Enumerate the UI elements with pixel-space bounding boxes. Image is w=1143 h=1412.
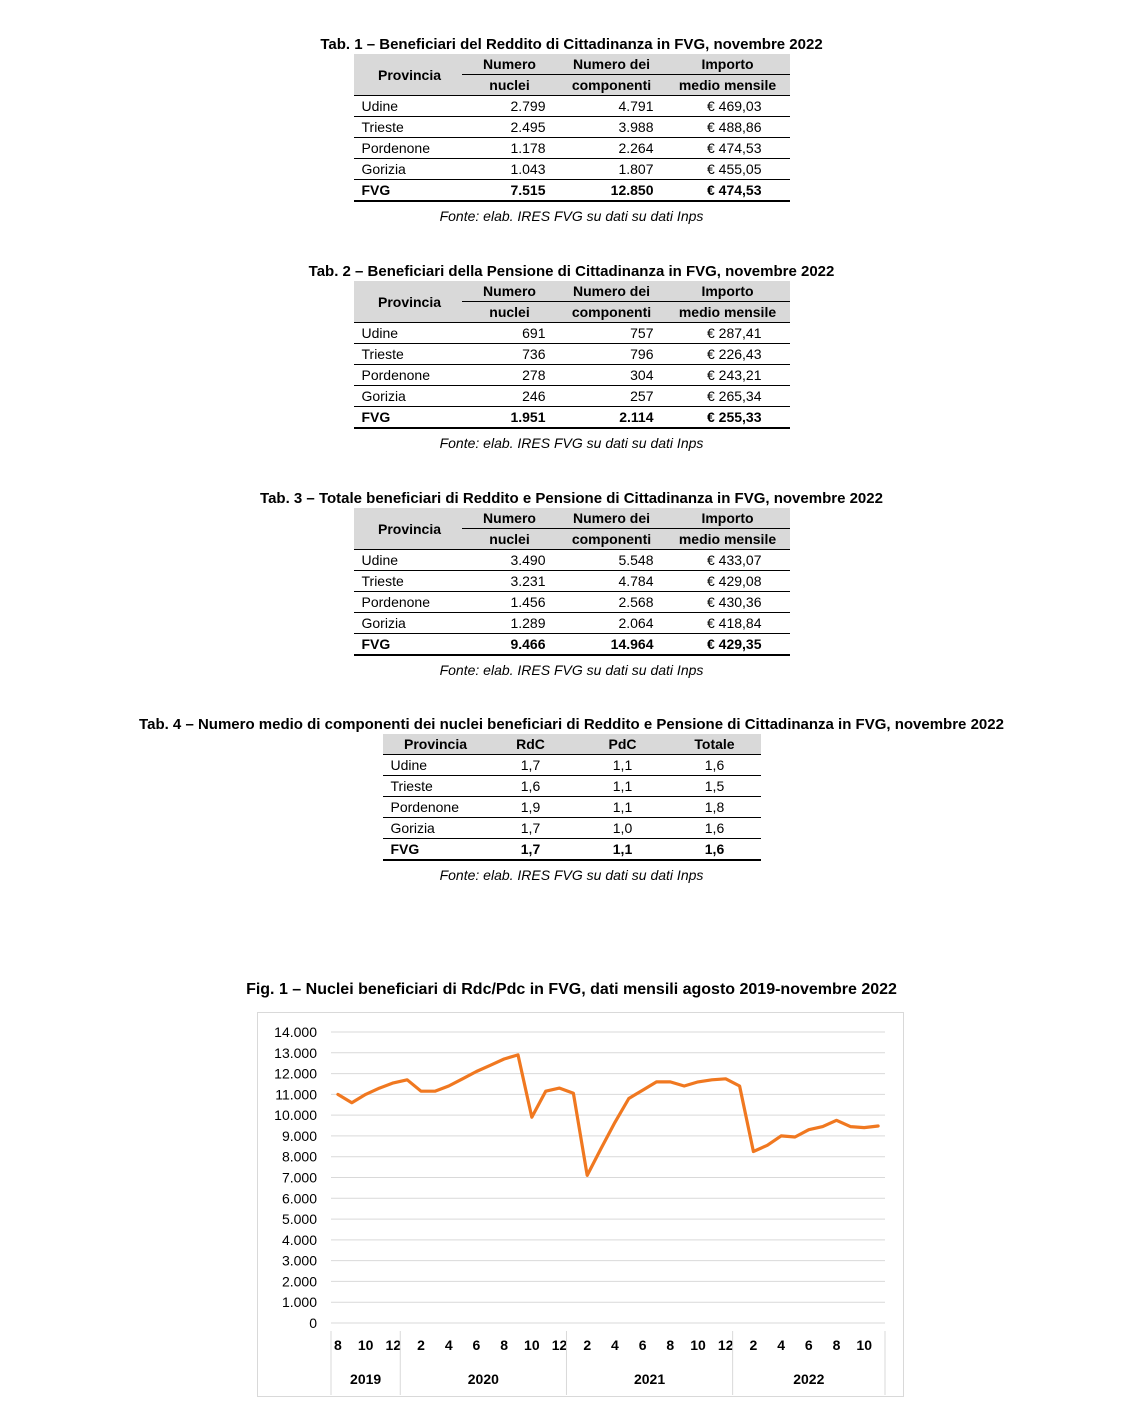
x-tick-label: 10 bbox=[357, 1337, 374, 1353]
header-importo: Importo bbox=[666, 508, 790, 529]
cell-provincia: FVG bbox=[354, 407, 462, 429]
cell-pdc: 1,1 bbox=[577, 839, 669, 861]
table-row bbox=[383, 818, 761, 839]
y-tick-label: 0 bbox=[309, 1315, 317, 1331]
table-row bbox=[354, 365, 790, 386]
header-nuclei-2: nuclei bbox=[462, 529, 558, 550]
cell-importo: € 255,33 bbox=[666, 407, 790, 429]
cell-nuclei: 691 bbox=[462, 323, 558, 344]
figure-1-chart bbox=[257, 1012, 904, 1397]
table-row bbox=[354, 550, 790, 571]
year-label: 2020 bbox=[467, 1371, 499, 1387]
table-4-section bbox=[0, 716, 1143, 884]
line-chart-svg bbox=[258, 1013, 903, 1396]
header-componenti-2: componenti bbox=[558, 529, 666, 550]
y-tick-label: 4.000 bbox=[281, 1231, 317, 1248]
x-tick-label: 12 bbox=[551, 1337, 568, 1353]
cell-provincia: Gorizia bbox=[354, 159, 462, 180]
x-tick-label: 2 bbox=[583, 1337, 592, 1353]
table-header bbox=[354, 281, 790, 302]
header-componenti: Numero dei bbox=[558, 281, 666, 302]
table-header bbox=[383, 734, 761, 755]
cell-componenti: 3.988 bbox=[558, 117, 666, 138]
cell-provincia: Udine bbox=[354, 96, 462, 117]
table-row bbox=[354, 117, 790, 138]
table-4-source: Fonte: elab. IRES FVG su dati su dati Inps bbox=[439, 867, 704, 883]
table-total-row bbox=[354, 634, 790, 656]
cell-nuclei: 1.043 bbox=[462, 159, 558, 180]
cell-importo: € 226,43 bbox=[666, 344, 790, 365]
table-1-section bbox=[0, 36, 1143, 225]
cell-nuclei: 7.515 bbox=[462, 180, 558, 202]
table-3 bbox=[354, 508, 790, 656]
x-tick-label: 10 bbox=[524, 1337, 540, 1353]
cell-componenti: 5.548 bbox=[558, 550, 666, 571]
y-tick-label: 7.000 bbox=[281, 1169, 317, 1186]
cell-rdc: 1,6 bbox=[485, 776, 577, 797]
table-row bbox=[383, 776, 761, 797]
y-tick-label: 3.000 bbox=[281, 1252, 317, 1269]
table-2-title: Tab. 2 – Beneficiari della Pensione di Cittadinanza in FVG, novembre 2022 bbox=[308, 263, 835, 280]
figure-1-title: Fig. 1 – Nuclei beneficiari di Rdc/Pdc in FVG, dati mensili agosto 2019-novembre 2022 bbox=[246, 981, 897, 998]
cell-provincia: Trieste bbox=[354, 344, 462, 365]
y-tick-label: 13.000 bbox=[274, 1044, 317, 1061]
cell-provincia: Pordenone bbox=[354, 138, 462, 159]
figure-1-section bbox=[0, 981, 1143, 999]
table-row bbox=[354, 159, 790, 180]
year-label: 2021 bbox=[633, 1371, 666, 1387]
header-importo: Importo bbox=[666, 54, 790, 75]
table-row bbox=[354, 592, 790, 613]
cell-totale: 1,8 bbox=[669, 797, 761, 818]
cell-componenti: 257 bbox=[558, 386, 666, 407]
y-tick-label: 1.000 bbox=[281, 1294, 317, 1311]
header-nuclei: Numero bbox=[462, 54, 558, 75]
table-total-row bbox=[383, 839, 761, 861]
cell-provincia: Udine bbox=[354, 323, 462, 344]
table-total-row bbox=[354, 407, 790, 429]
x-tick-label: 4 bbox=[777, 1337, 786, 1353]
cell-rdc: 1,9 bbox=[485, 797, 577, 818]
cell-provincia: FVG bbox=[354, 634, 462, 656]
y-tick-label: 6.000 bbox=[281, 1190, 317, 1207]
cell-provincia: Udine bbox=[354, 550, 462, 571]
cell-rdc: 1,7 bbox=[485, 818, 577, 839]
cell-importo: € 429,08 bbox=[666, 571, 790, 592]
cell-provincia: FVG bbox=[383, 839, 485, 861]
header-nuclei: Numero bbox=[462, 281, 558, 302]
year-label: 2019 bbox=[350, 1371, 382, 1387]
x-tick-label: 4 bbox=[444, 1337, 453, 1353]
cell-importo: € 455,05 bbox=[666, 159, 790, 180]
table-row bbox=[354, 613, 790, 634]
cell-provincia: FVG bbox=[354, 180, 462, 202]
table-row bbox=[354, 323, 790, 344]
header-provincia: Provincia bbox=[354, 281, 462, 323]
cell-componenti: 2.064 bbox=[558, 613, 666, 634]
cell-nuclei: 736 bbox=[462, 344, 558, 365]
cell-nuclei: 1.178 bbox=[462, 138, 558, 159]
table-row bbox=[354, 386, 790, 407]
cell-provincia: Trieste bbox=[383, 776, 485, 797]
cell-importo: € 287,41 bbox=[666, 323, 790, 344]
cell-componenti: 12.850 bbox=[558, 180, 666, 202]
table-3-section bbox=[0, 490, 1143, 679]
cell-importo: € 429,35 bbox=[666, 634, 790, 656]
header-provincia: Provincia bbox=[354, 508, 462, 550]
table-row bbox=[354, 138, 790, 159]
cell-componenti: 304 bbox=[558, 365, 666, 386]
cell-provincia: Gorizia bbox=[383, 818, 485, 839]
table-header bbox=[354, 54, 790, 75]
header-nuclei-2: nuclei bbox=[462, 302, 558, 323]
x-tick-label: 8 bbox=[334, 1337, 342, 1353]
table-row bbox=[383, 755, 761, 776]
cell-provincia: Pordenone bbox=[354, 365, 462, 386]
y-tick-label: 12.000 bbox=[274, 1065, 317, 1082]
cell-nuclei: 2.495 bbox=[462, 117, 558, 138]
cell-nuclei: 278 bbox=[462, 365, 558, 386]
cell-provincia: Udine bbox=[383, 755, 485, 776]
cell-importo: € 418,84 bbox=[666, 613, 790, 634]
cell-componenti: 1.807 bbox=[558, 159, 666, 180]
header-totale: Totale bbox=[669, 734, 761, 755]
cell-componenti: 2.114 bbox=[558, 407, 666, 429]
y-tick-label: 5.000 bbox=[281, 1211, 317, 1228]
cell-provincia: Pordenone bbox=[354, 592, 462, 613]
cell-pdc: 1,1 bbox=[577, 776, 669, 797]
y-tick-label: 11.000 bbox=[275, 1086, 317, 1103]
cell-importo: € 474,53 bbox=[666, 180, 790, 202]
header-pdc: PdC bbox=[577, 734, 669, 755]
x-tick-label: 6 bbox=[472, 1337, 481, 1353]
x-tick-label: 8 bbox=[832, 1337, 841, 1353]
cell-componenti: 757 bbox=[558, 323, 666, 344]
cell-importo: € 243,21 bbox=[666, 365, 790, 386]
x-tick-label: 12 bbox=[385, 1337, 402, 1353]
table-2 bbox=[354, 281, 790, 429]
cell-nuclei: 3.231 bbox=[462, 571, 558, 592]
table-1 bbox=[354, 54, 790, 202]
cell-componenti: 4.791 bbox=[558, 96, 666, 117]
table-row bbox=[354, 344, 790, 365]
year-label: 2022 bbox=[793, 1371, 825, 1387]
cell-pdc: 1,1 bbox=[577, 797, 669, 818]
x-tick-label: 2 bbox=[417, 1337, 425, 1353]
table-2-source: Fonte: elab. IRES FVG su dati su dati Inps bbox=[439, 435, 704, 451]
table-1-source: Fonte: elab. IRES FVG su dati su dati Inps bbox=[439, 208, 704, 224]
table-total-row bbox=[354, 180, 790, 202]
cell-nuclei: 1.951 bbox=[462, 407, 558, 429]
table-2-section bbox=[0, 263, 1143, 452]
header-nuclei: Numero bbox=[462, 508, 558, 529]
table-3-title: Tab. 3 – Totale beneficiari di Reddito e Pensione di Cittadinanza in FVG, novembre 2022 bbox=[260, 490, 883, 507]
cell-provincia: Pordenone bbox=[383, 797, 485, 818]
x-tick-label: 6 bbox=[804, 1337, 813, 1353]
cell-componenti: 4.784 bbox=[558, 571, 666, 592]
header-rdc: RdC bbox=[485, 734, 577, 755]
cell-importo: € 265,34 bbox=[666, 386, 790, 407]
cell-importo: € 433,07 bbox=[666, 550, 790, 571]
cell-importo: € 474,53 bbox=[666, 138, 790, 159]
x-tick-label: 10 bbox=[856, 1337, 873, 1353]
header-importo-2: medio mensile bbox=[666, 302, 790, 323]
cell-provincia: Gorizia bbox=[354, 386, 462, 407]
cell-provincia: Gorizia bbox=[354, 613, 462, 634]
table-row bbox=[354, 571, 790, 592]
y-tick-label: 2.000 bbox=[281, 1273, 317, 1290]
x-tick-label: 8 bbox=[666, 1337, 675, 1353]
cell-nuclei: 1.456 bbox=[462, 592, 558, 613]
cell-provincia: Trieste bbox=[354, 571, 462, 592]
cell-pdc: 1,1 bbox=[577, 755, 669, 776]
x-tick-label: 12 bbox=[717, 1337, 734, 1353]
x-tick-label: 8 bbox=[500, 1337, 509, 1353]
cell-rdc: 1,7 bbox=[485, 755, 577, 776]
table-row bbox=[383, 797, 761, 818]
table-1-title: Tab. 1 – Beneficiari del Reddito di Cittadinanza in FVG, novembre 2022 bbox=[320, 36, 823, 53]
y-tick-label: 14.000 bbox=[274, 1024, 317, 1040]
cell-totale: 1,6 bbox=[669, 755, 761, 776]
cell-componenti: 2.568 bbox=[558, 592, 666, 613]
cell-componenti: 14.964 bbox=[558, 634, 666, 656]
header-componenti: Numero dei bbox=[558, 54, 666, 75]
x-tick-label: 6 bbox=[638, 1337, 647, 1353]
table-row bbox=[354, 96, 790, 117]
header-provincia: Provincia bbox=[383, 734, 485, 755]
header-componenti-2: componenti bbox=[558, 75, 666, 96]
cell-totale: 1,6 bbox=[669, 818, 761, 839]
header-provincia: Provincia bbox=[354, 54, 462, 96]
table-4-title: Tab. 4 – Numero medio di componenti dei nuclei beneficiari di Reddito e Pensione di Cittadinanza in FVG, novembre 2022 bbox=[139, 716, 1004, 733]
header-componenti-2: componenti bbox=[558, 302, 666, 323]
cell-importo: € 469,03 bbox=[666, 96, 790, 117]
header-nuclei-2: nuclei bbox=[462, 75, 558, 96]
table-header bbox=[354, 508, 790, 529]
cell-componenti: 796 bbox=[558, 344, 666, 365]
header-importo-2: medio mensile bbox=[666, 75, 790, 96]
cell-nuclei: 246 bbox=[462, 386, 558, 407]
table-4 bbox=[383, 734, 761, 861]
y-tick-label: 9.000 bbox=[281, 1127, 317, 1144]
header-componenti: Numero dei bbox=[558, 508, 666, 529]
y-tick-label: 8.000 bbox=[281, 1148, 317, 1165]
cell-nuclei: 2.799 bbox=[462, 96, 558, 117]
cell-totale: 1,5 bbox=[669, 776, 761, 797]
cell-nuclei: 1.289 bbox=[462, 613, 558, 634]
cell-provincia: Trieste bbox=[354, 117, 462, 138]
table-3-source: Fonte: elab. IRES FVG su dati su dati Inps bbox=[439, 662, 704, 678]
header-importo: Importo bbox=[666, 281, 790, 302]
y-tick-label: 10.000 bbox=[274, 1107, 317, 1124]
cell-componenti: 2.264 bbox=[558, 138, 666, 159]
cell-nuclei: 9.466 bbox=[462, 634, 558, 656]
cell-pdc: 1,0 bbox=[577, 818, 669, 839]
header-importo-2: medio mensile bbox=[666, 529, 790, 550]
x-tick-label: 2 bbox=[749, 1337, 758, 1353]
x-tick-label: 10 bbox=[690, 1337, 706, 1353]
cell-totale: 1,6 bbox=[669, 839, 761, 861]
cell-importo: € 430,36 bbox=[666, 592, 790, 613]
cell-nuclei: 3.490 bbox=[462, 550, 558, 571]
cell-rdc: 1,7 bbox=[485, 839, 577, 861]
x-tick-label: 4 bbox=[611, 1337, 619, 1353]
cell-importo: € 488,86 bbox=[666, 117, 790, 138]
